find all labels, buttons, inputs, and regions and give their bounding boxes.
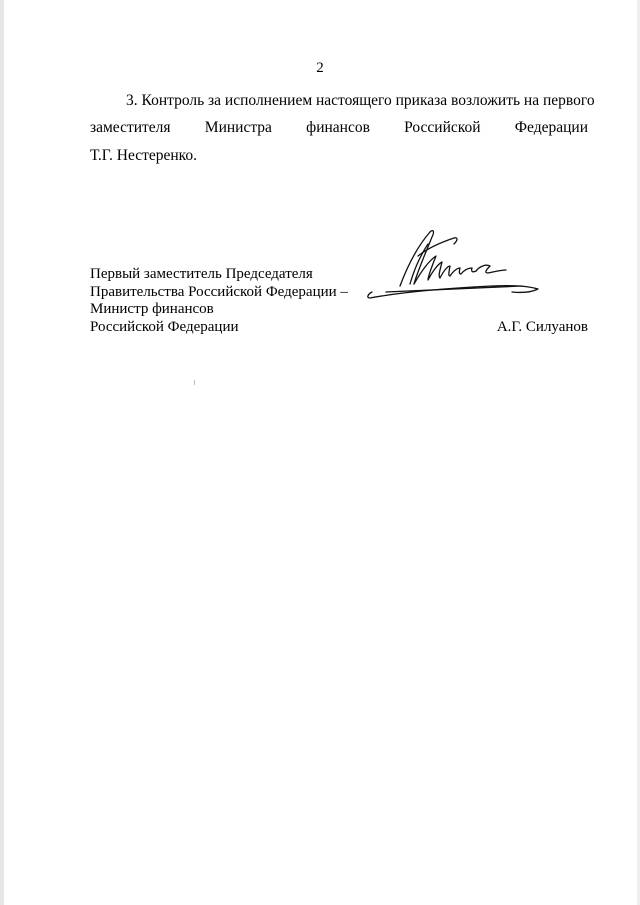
- paragraph-word: заместителя: [90, 119, 171, 136]
- signer-title-line: Правительства Российской Федерации –: [90, 283, 348, 300]
- paragraph-word: Федерации: [514, 119, 588, 136]
- signer-name: А.Г. Силуанов: [496, 319, 588, 335]
- signer-title-line: Первый заместитель Председателя: [90, 266, 313, 282]
- paragraph-word: финансов: [306, 119, 370, 136]
- page-number: 2: [316, 60, 324, 76]
- signer-title-line: Министр финансов: [90, 301, 214, 317]
- scan-speck: [194, 380, 195, 385]
- paragraph-line-2: [90, 119, 588, 137]
- paragraph-word: Министра: [204, 119, 272, 136]
- handwritten-signature: [362, 226, 542, 306]
- signer-title-line: Российской Федерации: [90, 318, 239, 335]
- paragraph-line-3: Т.Г. Нестеренко.: [90, 147, 198, 164]
- paragraph-word: Российской: [404, 119, 481, 136]
- scan-edge-left: [0, 0, 4, 905]
- paragraph-line-1: 3. Контроль за исполнением настоящего приказа возложить на первого: [126, 92, 595, 109]
- signer-title-block: [90, 266, 348, 336]
